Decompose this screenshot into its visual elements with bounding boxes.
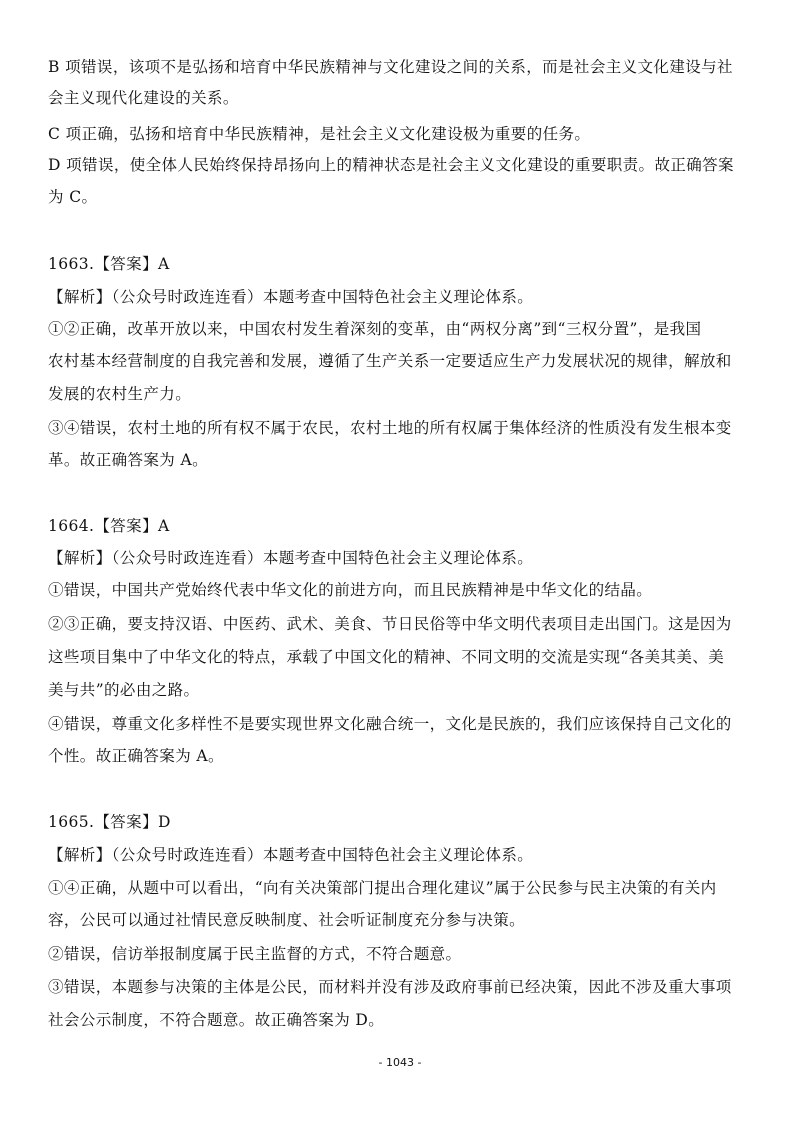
text-line: ③错误，本题参与决策的主体是公民，而材料并没有涉及政府事前已经决策，因此不涉及重大事项 — [48, 978, 732, 996]
text-line: 发展的农村生产力。 — [48, 385, 192, 403]
page-number: - 1043 - — [378, 1056, 422, 1069]
text-line: 农村基本经营制度的自我完善和发展，遵循了生产关系一定要适应生产力发展状况的规律，解放和 — [48, 352, 732, 370]
text-line: 【解析】（公众号时政连连看）本题考查中国特色社会主义理论体系。 — [48, 288, 534, 306]
answer-heading-1663: 1663.【答案】A — [48, 255, 170, 273]
text-line: ④错误，尊重文化多样性不是要实现世界文化融合统一，文化是民族的，我们应该保持自己文化的 — [48, 715, 732, 733]
text-line: 这些项目集中了中华文化的特点，承载了中国文化的精神、不同文明的交流是实现“各美其美、美 — [48, 648, 725, 666]
text-line: 容，公民可以通过社情民意反映制度、社会听证制度充分参与决策。 — [48, 911, 526, 929]
answer-heading-1665: 1665.【答案】D — [48, 813, 171, 831]
text-line: 会主义现代化建设的关系。 — [48, 89, 239, 107]
text-line: ①④正确，从题中可以看出，“向有关决策部门提出合理化建议”属于公民参与民主决策的有关内 — [48, 879, 717, 897]
text-line: ①②正确，改革开放以来，中国农村发生着深刻的变革，由“两权分离”到“三权分置”，是我国 — [48, 320, 702, 338]
answer-heading-1664: 1664.【答案】A — [48, 517, 170, 535]
text-line: 个性。故正确答案为 A。 — [48, 747, 224, 765]
text-line: ②错误，信访举报制度属于民主监督的方式，不符合题意。 — [48, 945, 462, 963]
text-line: ③④错误，农村土地的所有权不属于农民，农村土地的所有权属于集体经济的性质没有发生根本变 — [48, 419, 732, 437]
text-line: 为 C。 — [48, 188, 98, 206]
text-line: C 项正确，弘扬和培育中华民族精神，是社会主义文化建设极为重要的任务。 — [48, 125, 591, 143]
text-line: 【解析】（公众号时政连连看）本题考查中国特色社会主义理论体系。 — [48, 549, 534, 567]
text-line: 【解析】（公众号时政连连看）本题考查中国特色社会主义理论体系。 — [48, 846, 534, 864]
text-line: 美与共”的必由之路。 — [48, 681, 200, 699]
text-line: 革。故正确答案为 A。 — [48, 451, 209, 469]
text-line: D 项错误，使全体人民始终保持昂扬向上的精神状态是社会主义文化建设的重要职责。故正确答案 — [48, 156, 734, 174]
text-line: ②③正确，要支持汉语、中医药、武术、美食、节日民俗等中华文明代表项目走出国门。这是因为 — [48, 615, 732, 633]
text-line: ①错误，中国共产党始终代表中华文化的前进方向，而且民族精神是中华文化的结晶。 — [48, 581, 653, 599]
text-line: 社会公示制度，不符合题意。故正确答案为 D。 — [48, 1011, 385, 1029]
text-line: B 项错误，该项不是弘扬和培育中华民族精神与文化建设之间的关系，而是社会主义文化建设与社 — [48, 58, 733, 76]
